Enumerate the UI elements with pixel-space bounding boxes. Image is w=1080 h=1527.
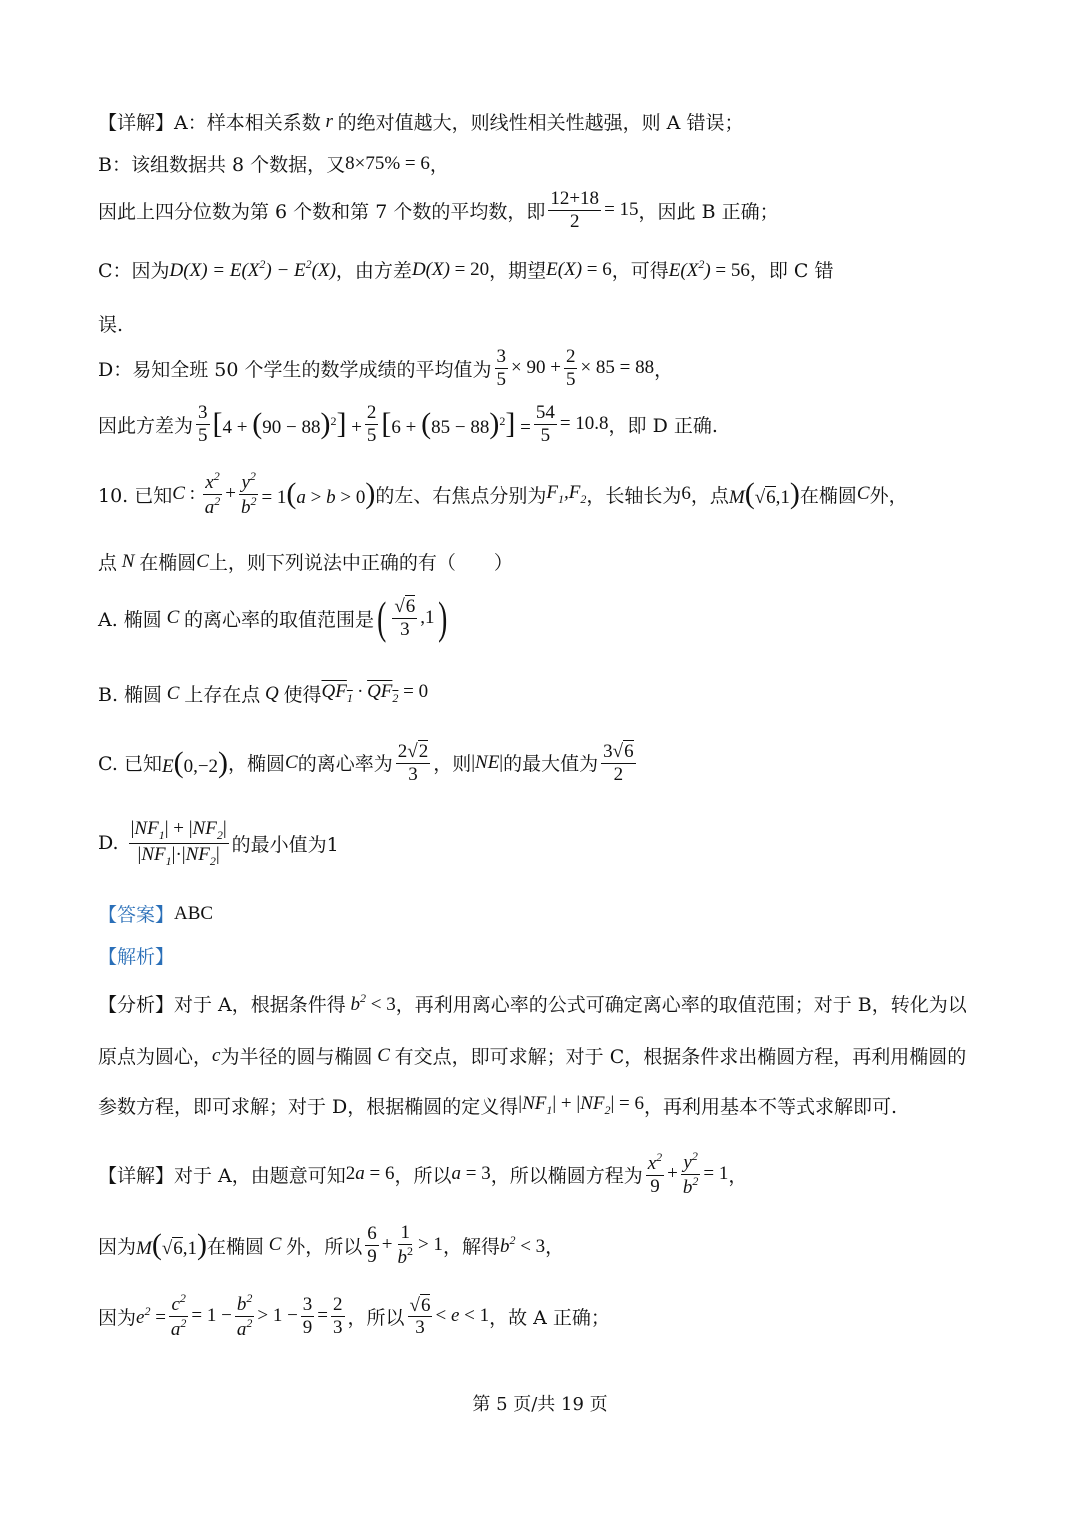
math-expectation: E(X) = 6 <box>546 258 612 280</box>
q10-option-d <box>98 818 980 869</box>
fraction: $\frac{y^2}{b^2}$ <box>682 1149 699 1198</box>
math-2a: 2a = 6 <box>345 1163 395 1185</box>
fenxi-line-3 <box>98 1092 980 1119</box>
text: ，长轴长为 <box>586 484 682 507</box>
text: ， <box>728 1164 748 1187</box>
fraction: $\frac{1}{b^2}$ <box>397 1222 413 1268</box>
text: ，则 <box>433 753 472 776</box>
text: ，点 <box>690 484 729 507</box>
math-expr: + <box>225 483 236 505</box>
text: 误. <box>98 314 124 336</box>
math-expr: × 90 + <box>511 357 561 379</box>
text: 10. 已知 <box>98 484 173 507</box>
text: ，故 A 正确； <box>489 1306 610 1329</box>
q10-option-a <box>98 592 980 643</box>
text: 的绝对值越大，则线性相关性越强，则 A 错误； <box>337 112 744 134</box>
q9-detail-c1 <box>98 256 980 283</box>
xiangjie-line-2 <box>98 1222 980 1269</box>
text: 因此上四分位数为第 6 个数和第 7 个数的平均数，即 <box>98 200 546 223</box>
math-expr: = 1 <box>703 1163 729 1185</box>
q9-detail-d1 <box>98 346 980 391</box>
text: 原点为圆心， <box>98 1046 213 1068</box>
math-dot-product: $QF_1 \cdot QF_2 = 0$ <box>321 681 429 705</box>
fraction: $\frac{2}{3}$ <box>333 1294 343 1338</box>
answer-value: ABC <box>174 902 214 924</box>
math-expr: $[6 + (85 - 88)^2]$ = <box>381 407 531 441</box>
text: A. 椭圆 <box>98 608 162 631</box>
math-c: C <box>162 682 185 704</box>
fraction: $\frac{b^2}{a^2}$ <box>236 1291 253 1340</box>
math-ellipse: C : <box>172 483 200 505</box>
fraction: $\frac{3}{5}$ <box>496 346 506 390</box>
text: 的左、右焦点分别为 <box>375 484 547 507</box>
math-expr: + <box>667 1163 678 1185</box>
fraction: $\frac{2}{5}$ <box>366 402 377 446</box>
xiangjie-line-3 <box>98 1292 980 1341</box>
text: 参数方程，即可求解；对于 D，根据椭圆的定义得 <box>98 1096 519 1118</box>
q9-detail-b2 <box>98 188 980 233</box>
math-b2: $b^2 < 3$ <box>499 1232 546 1257</box>
text: 【分析】对于 A，根据条件得 <box>98 994 346 1016</box>
text: ，解得 <box>442 1235 500 1258</box>
math-point-m: M(√6,1) <box>728 477 800 511</box>
text: 在椭圆 <box>207 1235 265 1258</box>
q9-detail-b1 <box>98 150 980 177</box>
math-point-e: E(0,−2) <box>161 745 229 779</box>
text: 有交点，即可求解；对于 C，根据条件求出椭圆方程，再利用椭圆的 <box>394 1046 967 1068</box>
xiangjie-line-1 <box>98 1150 980 1199</box>
text: ，椭圆 <box>228 753 286 776</box>
q10-stem-1 <box>98 470 980 519</box>
text: ，由方差 <box>335 260 412 282</box>
math-variance: D(X) = 20 <box>411 258 490 280</box>
fraction: $\frac{x^2}{9}$ <box>647 1150 663 1197</box>
math-r: r <box>320 110 338 132</box>
math-expr: 8×75% = 6 <box>345 152 430 174</box>
fraction: $\frac{√6}{3}$ <box>394 596 416 640</box>
q9-detail-d2 <box>98 402 980 447</box>
text: ，再利用离心率的公式可确定离心率的取值范围；对于 B，转化为以 <box>395 994 967 1016</box>
math-c-lower: c <box>212 1044 221 1066</box>
math-paren: ( <box>377 592 387 643</box>
fraction: $\frac{2}{5}$ <box>565 346 576 390</box>
fraction: $\frac{54}{5}$ <box>535 402 555 446</box>
fraction: $\frac{√6}{3}$ <box>409 1294 431 1339</box>
text: C：因为 <box>98 260 170 282</box>
answer-label: 【答案】 <box>98 904 175 926</box>
fraction: $\frac{x^2}{a^2}$ <box>204 469 221 518</box>
text: 因为 <box>98 1306 137 1329</box>
q10-option-b <box>98 680 980 707</box>
text: 在椭圆 <box>139 552 197 574</box>
math-c: C <box>196 550 209 572</box>
text: B. 椭圆 <box>98 684 163 706</box>
math-expr: > 1 <box>417 1234 443 1256</box>
math-expr: + <box>381 1234 393 1256</box>
q10-stem-2 <box>98 548 980 575</box>
answer-line <box>98 900 980 927</box>
fraction: $\frac{6}{9}$ <box>367 1223 377 1267</box>
text: B：该组数据共 8 个数据，又 <box>98 154 346 176</box>
text: ，期望 <box>489 260 547 282</box>
math-expr: × 85 = 88 <box>580 357 655 379</box>
math-expr: = <box>317 1305 329 1327</box>
text: C. 已知 <box>98 753 162 776</box>
math-expr: = 1(a > b > 0) <box>261 477 376 511</box>
fraction: $\frac{2√2}{3}$ <box>397 741 429 785</box>
text: ， <box>429 154 449 176</box>
text: 点 <box>98 552 118 574</box>
math-c: C <box>372 1044 395 1066</box>
math-expr: $[4 + (90 - 88)^2]$ + <box>212 407 362 441</box>
fenxi-line-2 <box>98 1042 980 1069</box>
text: ， <box>545 1235 565 1258</box>
text: 为半径的圆与椭圆 <box>220 1046 373 1068</box>
text: 因此方差为 <box>98 414 194 437</box>
text: ，所以椭圆方程为 <box>490 1164 643 1187</box>
fenxi-line-1 <box>98 990 980 1017</box>
text: 的最大值为 <box>503 753 599 776</box>
text: ，所以 <box>394 1164 452 1187</box>
text: 外， <box>869 484 908 507</box>
text: 在椭圆 <box>799 484 857 507</box>
text: ，可得 <box>611 260 669 282</box>
math-expr: = 15 <box>604 199 639 221</box>
q9-detail-c2 <box>98 310 980 337</box>
text: D. <box>98 832 119 855</box>
math-ex2: $E(X^2) = 56$ <box>668 257 750 281</box>
math-expr: ,1 <box>420 607 435 628</box>
analysis-line <box>98 942 980 969</box>
math-expr: = 1 − <box>191 1305 232 1327</box>
math-b2: $b^2 < 3$ <box>345 991 396 1015</box>
math-expr: 6 <box>681 483 691 505</box>
math-expr: > 1 − <box>257 1305 298 1327</box>
page-footer: 第 5 页/共 19 页 <box>472 1394 608 1415</box>
text: ，所以 <box>347 1306 405 1329</box>
math-n: N <box>117 550 140 572</box>
fraction: $\frac{c^2}{a^2}$ <box>170 1291 187 1340</box>
q10-option-c <box>98 740 980 786</box>
fraction: $\frac{3}{5}$ <box>198 402 208 446</box>
math-c: C <box>264 1234 287 1256</box>
math-foci: $F_1,F_2$ <box>546 481 587 506</box>
text: 【详解】对于 A，由题意可知 <box>98 1164 346 1187</box>
math-point-m: M(√6,1) <box>136 1228 208 1262</box>
math-paren: ) <box>437 592 447 643</box>
math-c: C <box>856 483 870 505</box>
fraction: $\frac{y^2}{b^2}$ <box>240 469 257 518</box>
text: 上，则下列说法中正确的有（ ） <box>208 552 513 574</box>
text: 【详解】A：样本相关系数 <box>98 112 321 134</box>
numerator: 12+18 <box>550 188 600 209</box>
text: 使得 <box>283 684 322 706</box>
math-q: Q <box>260 682 284 704</box>
math-c: C <box>161 607 184 628</box>
analysis-label: 【解析】 <box>98 946 175 968</box>
q9-detail-a <box>98 108 980 135</box>
fraction: $\frac{|NF_1| + |NF_2|}{|NF_1|\cdot|NF_2|}$ <box>130 818 227 868</box>
math-variance-formula: $D(X) = E(X^2) - E^2(X)$ <box>169 257 336 281</box>
text: 的离心率的取值范围是 <box>184 608 375 631</box>
math-a3: a = 3 <box>451 1163 491 1185</box>
fraction <box>548 188 601 233</box>
text: 的离心率为 <box>297 753 393 776</box>
text: ，再利用基本不等式求解即可. <box>644 1096 898 1118</box>
math-ne: |NE| <box>471 751 504 773</box>
fraction: $\frac{3}{9}$ <box>302 1294 313 1338</box>
math-expr: < e < 1 <box>435 1305 490 1327</box>
text: 的最小值为1 <box>231 833 339 856</box>
text: ，即 D 正确. <box>608 414 718 437</box>
text: D：易知全班 50 个学生的数学成绩的平均值为 <box>98 358 492 381</box>
text: 外，所以 <box>286 1235 363 1258</box>
math-expr: = 10.8 <box>559 413 609 435</box>
fraction: $\frac{3√6}{2}$ <box>603 741 634 785</box>
text: ，因此 B 正确； <box>638 200 779 223</box>
math-e2: $e^2$ = <box>136 1303 166 1328</box>
denominator: 2 <box>569 210 580 232</box>
text: ， <box>654 358 674 381</box>
text: 因为 <box>98 1235 137 1258</box>
math-sum-dist: $|NF_1| + |NF_2| = 6$ <box>518 1093 645 1117</box>
math-c: C <box>285 751 298 773</box>
text: ，即 C 错 <box>749 260 834 282</box>
text: 上存在点 <box>184 684 261 706</box>
